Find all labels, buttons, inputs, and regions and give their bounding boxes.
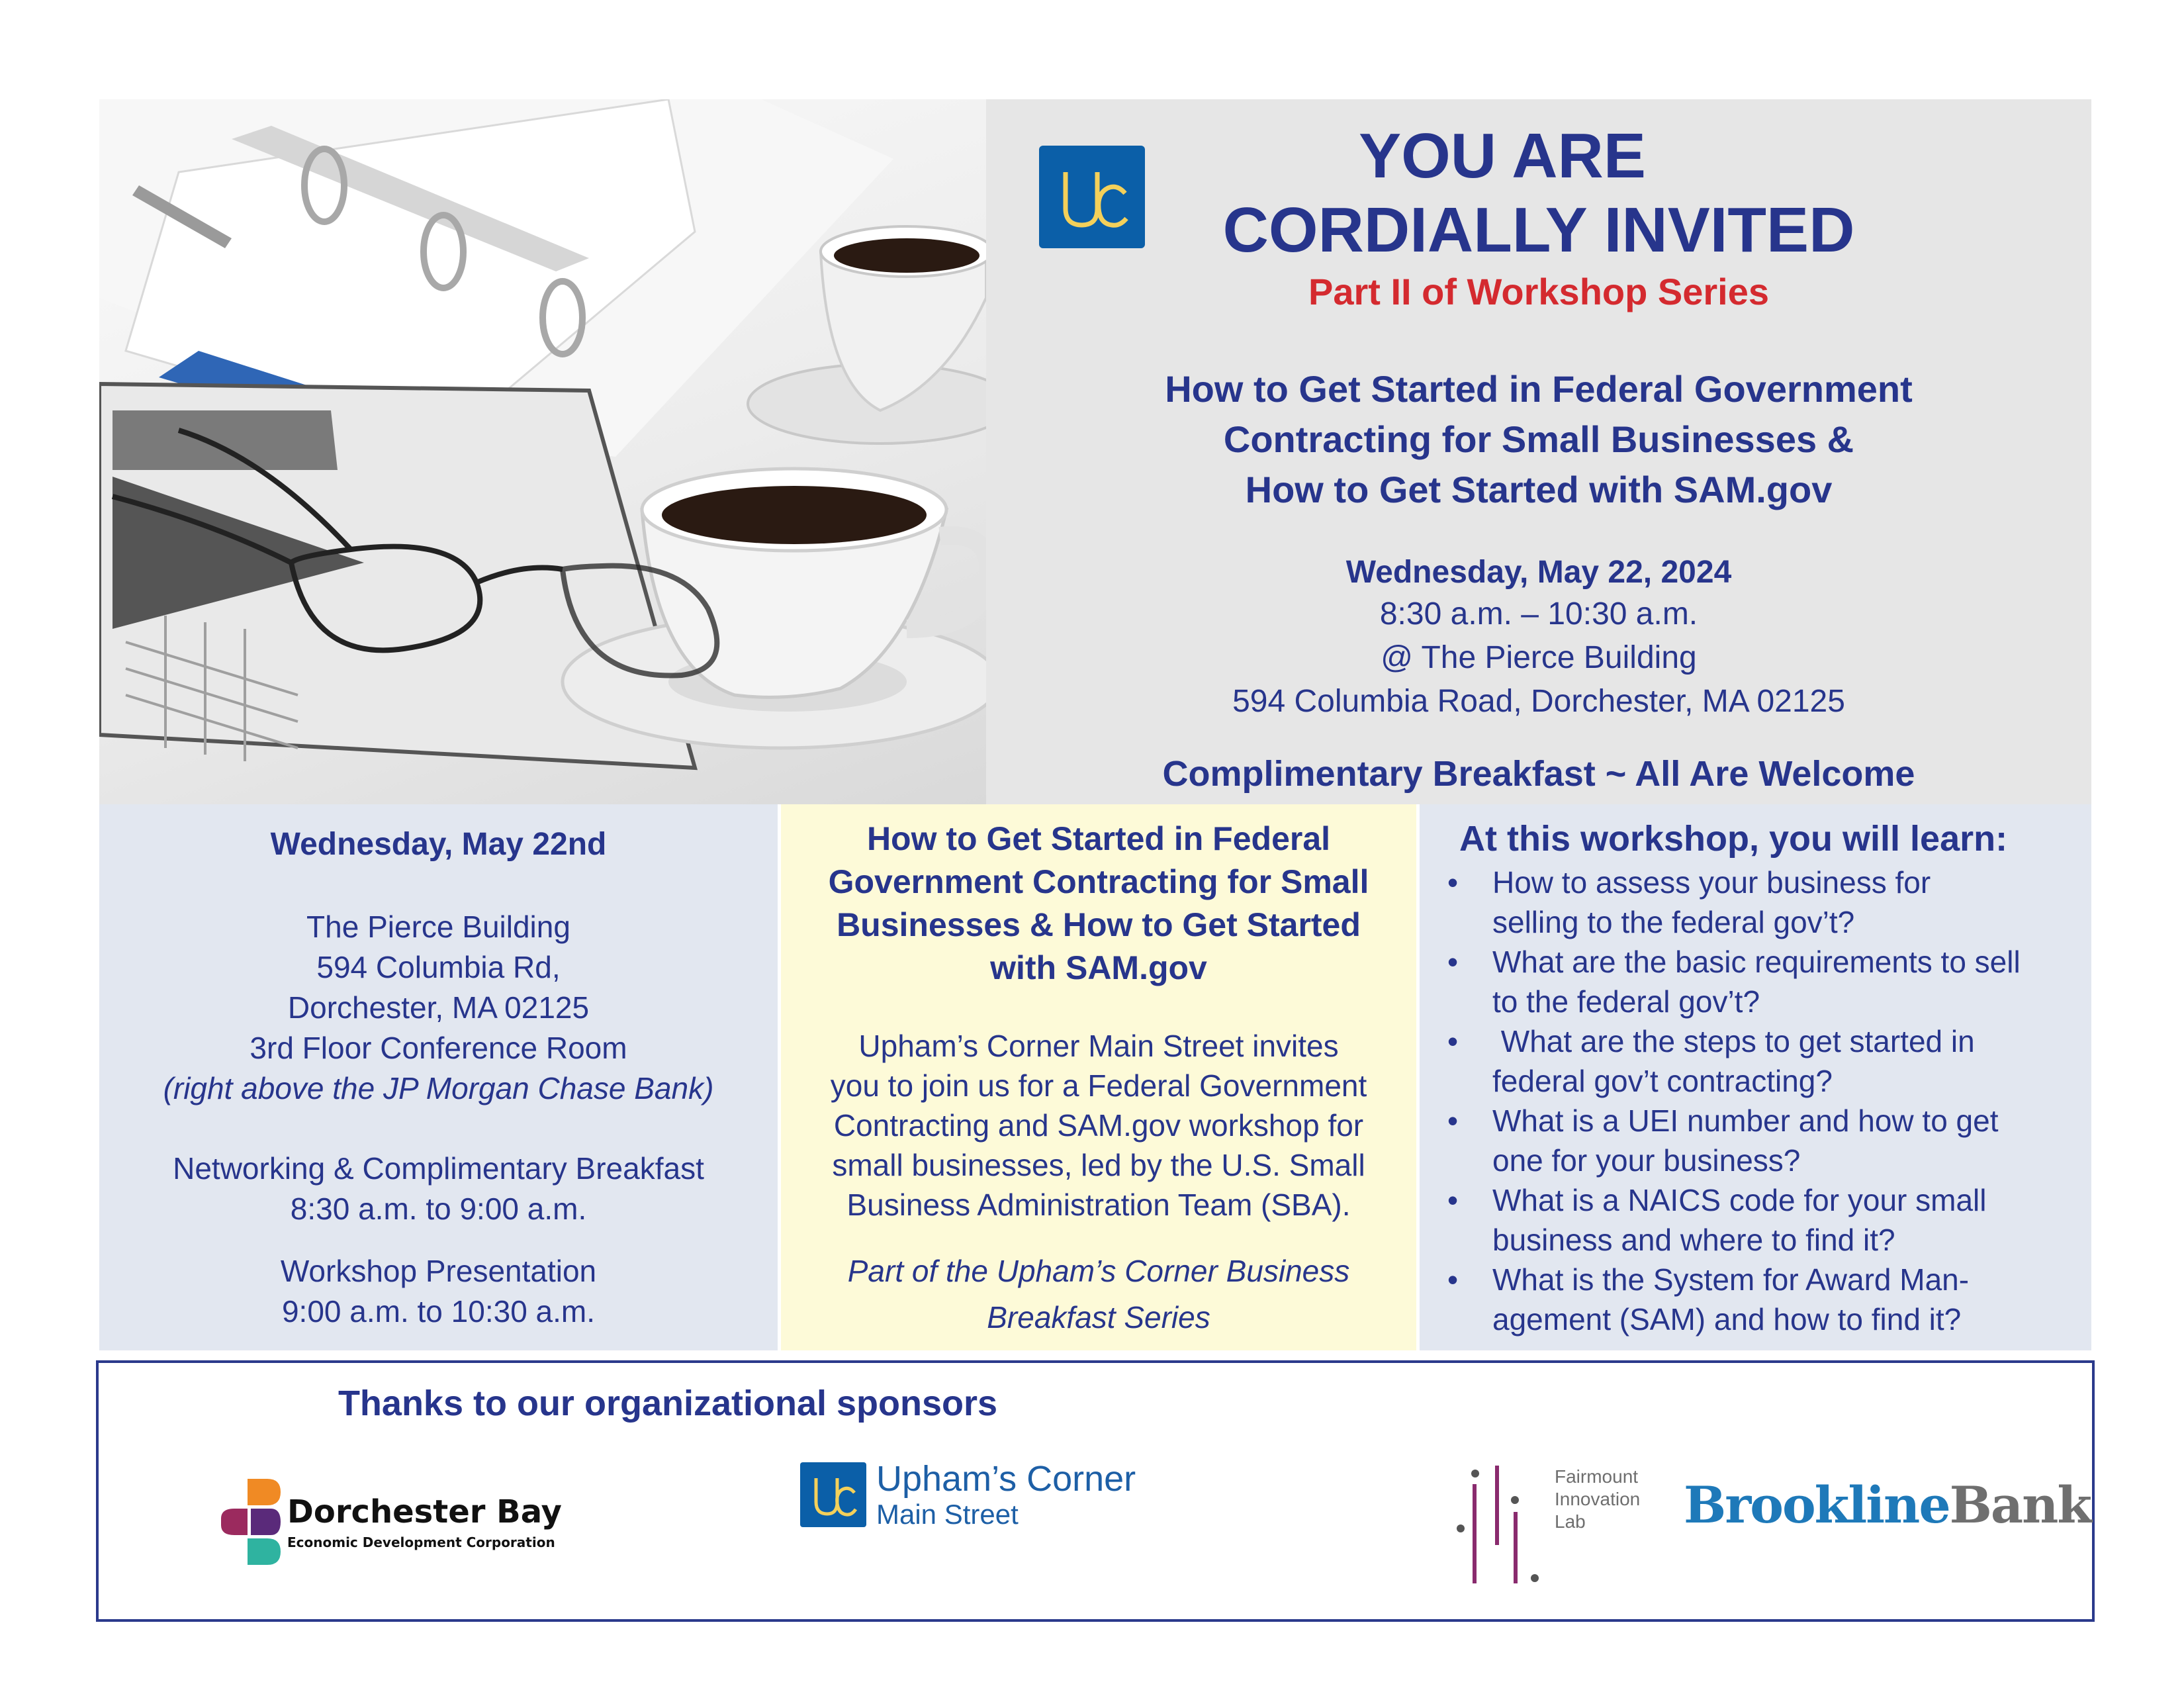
event-address: 594 Columbia Road, Dorchester, MA 02125	[1232, 684, 1845, 719]
presentation-time: 9:00 a.m. to 10:30 a.m.	[281, 1294, 596, 1329]
item-line: agement (SAM) and how to find it?	[1492, 1302, 1962, 1336]
invite-title-line2: CORDIALLY INVITED	[1222, 195, 1855, 265]
invitation-header	[986, 99, 2091, 804]
dorchester-bay-mark-icon	[221, 1479, 281, 1565]
item-line: What is the System for Award Man-	[1492, 1262, 1970, 1297]
item-line: selling to the federal gov’t?	[1492, 905, 1855, 939]
event-details	[986, 592, 2091, 724]
description-line: Contracting and SAM.gov workshop for	[833, 1108, 1364, 1143]
breakfast-note: Complimentary Breakfast ~ All Are Welcome	[1162, 754, 1915, 794]
networking-block	[99, 1149, 778, 1229]
bank-wordmark: Bank	[1949, 1476, 2091, 1534]
item-line: one for your business?	[1492, 1143, 1801, 1178]
series-line: Part of the Upham’s Corner Business	[847, 1254, 1350, 1288]
topic-line: How to Get Started with SAM.gov	[1245, 469, 1833, 510]
uphams-corner-main-street-logo	[800, 1459, 1197, 1535]
item-line: What is a NAICS code for your small	[1492, 1183, 1987, 1217]
list-item	[1420, 1101, 2091, 1180]
topic-line: How to Get Started in Federal Government	[1165, 368, 1913, 410]
networking-time: 8:30 a.m. to 9:00 a.m.	[290, 1192, 587, 1226]
description-line: small businesses, led by the U.S. Small	[832, 1148, 1365, 1182]
address-note: (right above the JP Morgan Chase Bank)	[163, 1071, 714, 1105]
brookline-wordmark: Brookline	[1684, 1476, 1950, 1534]
title-line: Businesses & How to Get Started	[837, 906, 1361, 943]
title-line: with SAM.gov	[990, 949, 1207, 986]
learning-title: At this workshop, you will learn:	[1459, 819, 2008, 859]
item-line: What are the basic requirements to sell	[1492, 945, 2021, 979]
workshop-description	[794, 1026, 1403, 1225]
fairmount-line: Fairmount	[1555, 1466, 1639, 1487]
address-line: 3rd Floor Conference Room	[250, 1031, 627, 1065]
coffee-photo	[99, 99, 986, 804]
coffee-cup-glasses-illustration	[99, 99, 986, 804]
address-line: The Pierce Building	[306, 910, 570, 944]
description-line: you to join us for a Federal Government	[830, 1068, 1367, 1103]
list-item	[1420, 1021, 2091, 1101]
learning-list	[1420, 863, 2091, 1339]
event-time: 8:30 a.m. – 10:30 a.m.	[1379, 596, 1698, 632]
bullet-icon: •	[1447, 1183, 1459, 1217]
bullet-icon: •	[1447, 1103, 1459, 1138]
fairmount-line: Lab	[1555, 1511, 1586, 1532]
uc-monogram-icon	[800, 1462, 866, 1527]
event-venue: @ The Pierce Building	[1381, 640, 1697, 675]
item-line: What is a UEI number and how to get	[1492, 1103, 1999, 1138]
list-item	[1420, 1260, 2091, 1339]
uphams-corner-subtitle: Main Street	[876, 1499, 1019, 1530]
dorchester-bay-name: Dorchester Bay	[287, 1493, 562, 1530]
uc-box	[800, 1462, 866, 1527]
event-date: Wednesday, May 22, 2024	[1345, 555, 1732, 590]
topic-line: Contracting for Small Businesses &	[1223, 418, 1854, 460]
item-line: business and where to find it?	[1492, 1223, 1895, 1257]
bullet-icon: •	[1447, 1262, 1459, 1297]
fairmount-name	[1555, 1466, 1640, 1533]
bullet-icon: •	[1447, 1024, 1459, 1058]
item-line: federal gov’t contracting?	[1492, 1064, 1833, 1098]
networking-label: Networking & Complimentary Breakfast	[173, 1151, 704, 1186]
address-line: 594 Columbia Rd,	[316, 950, 561, 984]
logistics-date: Wednesday, May 22nd	[270, 827, 607, 862]
workshop-title	[794, 818, 1403, 990]
list-item	[1420, 863, 2091, 942]
list-item	[1420, 942, 2091, 1021]
workshop-description-column	[781, 804, 1416, 1350]
dorchester-bay-subtitle: Economic Development Corporation	[287, 1534, 555, 1550]
fairmount-innovation-lab-logo	[1455, 1466, 1654, 1585]
sponsors-box	[96, 1360, 2095, 1622]
logistics-address	[99, 907, 778, 1109]
series-line: Breakfast Series	[987, 1300, 1210, 1335]
series-note	[794, 1248, 1403, 1340]
bullet-icon: •	[1447, 865, 1459, 900]
brookline-bank-logo	[1684, 1476, 2091, 1535]
address-line: Dorchester, MA 02125	[287, 990, 590, 1025]
presentation-label: Workshop Presentation	[280, 1254, 597, 1288]
invite-title-line1: YOU ARE	[1359, 120, 1646, 191]
presentation-block	[99, 1251, 778, 1332]
series-part-label: Part II of Workshop Series	[1308, 271, 1770, 312]
description-line: Upham’s Corner Main Street invites	[858, 1029, 1339, 1063]
list-item	[1420, 1180, 2091, 1260]
workshop-topic	[986, 364, 2091, 515]
item-line: How to assess your business for	[1492, 865, 1931, 900]
title-line: Government Contracting for Small	[828, 863, 1369, 900]
fairmount-lines-icon	[1455, 1466, 1548, 1585]
title-line: How to Get Started in Federal	[866, 820, 1331, 857]
sponsors-title: Thanks to our organizational sponsors	[338, 1383, 998, 1423]
item-line: What are the steps to get started in	[1492, 1024, 1975, 1058]
dorchester-bay-logo	[221, 1479, 565, 1565]
item-line: to the federal gov’t?	[1492, 984, 1760, 1019]
fairmount-line: Innovation	[1555, 1489, 1641, 1509]
bullet-icon: •	[1447, 945, 1459, 979]
event-logistics-column	[99, 804, 778, 1350]
learning-topics-column	[1420, 804, 2091, 1350]
description-line: Business Administration Team (SBA).	[846, 1188, 1351, 1222]
uphams-corner-name: Upham’s Corner	[876, 1459, 1136, 1499]
